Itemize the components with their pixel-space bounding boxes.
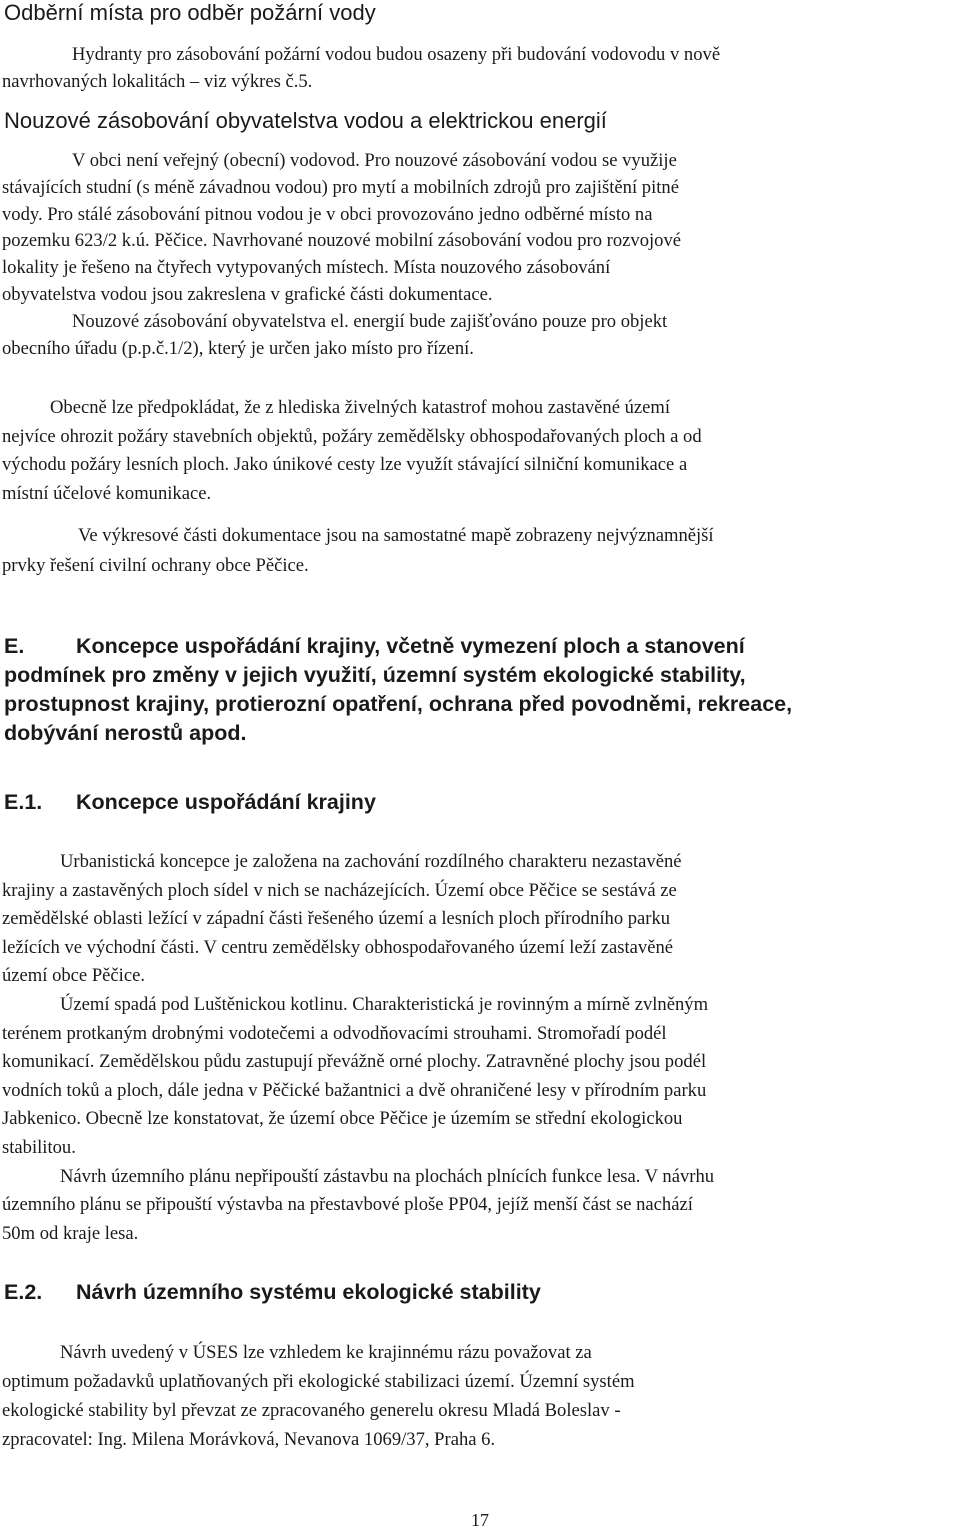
text-line: Jabkenico. Obecně lze konstatovat, že území obce Pěčice je územím se střední ekologickou — [2, 1108, 683, 1130]
text-line: ekologické stability byl převzat ze zpracovaného generelu okresu Mladá Boleslav - — [2, 1400, 621, 1421]
text-line: V obci není veřejný (obecní) vodovod. Pro nouzové zásobování vodou se využije — [72, 150, 677, 171]
section-number: E.2. — [4, 1280, 43, 1304]
text-line: stabilitou. — [2, 1136, 76, 1158]
text-line: komunikací. Zemědělskou půdu zastupují převážně orné plochy. Zatravněné plochy jsou podél — [2, 1051, 707, 1073]
section-title: Návrh územního systému ekologické stability — [76, 1280, 541, 1304]
text-line: Ve výkresové části dokumentace jsou na samostatné mapě zobrazeny nejvýznamnější — [78, 525, 714, 546]
text-line: stávajících studní (s méně závadnou vodou) pro mytí a mobilních zdrojů pro zajištění pitné — [2, 176, 679, 198]
text-line: terénem protkaným drobnými vodotečemi a odvodňovacími strouhami. Stromořadí podél — [2, 1022, 667, 1044]
text-line: 50m od kraje lesa. — [2, 1222, 139, 1244]
text-line: nejvíce ohrozit požáry stavebních objektů, požáry zemědělsky obhospodařovaných ploch a od — [2, 425, 702, 447]
text-line: optimum požadavků uplatňovaných při ekologické stabilizaci území. Územní systém — [2, 1371, 635, 1392]
section-title: Koncepce uspořádání krajiny — [76, 790, 376, 814]
text-line: krajiny a zastavěných ploch sídel v nich se nacházejících. Území obce Pěčice se sestává ze — [2, 879, 677, 901]
heading-section-e — [4, 632, 956, 748]
heading-section-e2 — [4, 1278, 956, 1307]
section-title-line: dobývání nerostů apod. — [4, 721, 247, 745]
paragraph-hydrants — [2, 42, 954, 96]
text-line: vody. Pro stálé zásobování pitnou vodou je v obci provozováno jedno odběrné místo na — [2, 203, 653, 225]
section-number: E.1. — [4, 790, 43, 814]
text-line: navrhovaných lokalitách – viz výkres č.5. — [2, 70, 313, 92]
text-line: zpracovatel: Ing. Milena Morávková, Nevanova 1069/37, Praha 6. — [2, 1429, 496, 1450]
heading-section-e1 — [4, 788, 956, 817]
section-title-line: Koncepce uspořádání krajiny, včetně vymezení ploch a stanovení — [76, 634, 745, 658]
text-line: pozemku 623/2 k.ú. Pěčice. Navrhované nouzové mobilní zásobování vodou pro rozvojové — [2, 230, 682, 252]
text-line: Návrh uvedený v ÚSES lze vzhledem ke krajinnému rázu považovat za — [60, 1342, 592, 1363]
heading-emergency-supply: Nouzové zásobování obyvatelstva vodou a elektrickou energií — [4, 108, 607, 133]
text-line: ležících ve východní části. V centru zemědělsky obhospodařovaného území leží zastavěné — [2, 936, 674, 958]
text-line: vodních toků a ploch, dále jedna v Pěčické bažantnici a dvě ohraničené lesy v přírodním parku — [2, 1079, 707, 1101]
text-line: obecního úřadu (p.p.č.1/2), který je určen jako místo pro řízení. — [2, 337, 474, 359]
text-line: územního plánu se připouští výstavba na přestavbové ploše PP04, jejíž menší část se nachází — [2, 1194, 693, 1216]
text-line: Nouzové zásobování obyvatelstva el. energií bude zajišťováno pouze pro objekt — [72, 310, 668, 332]
paragraph-map — [2, 521, 954, 581]
text-line: území obce Pěčice. — [2, 965, 145, 987]
text-line: Obecně lze předpokládat, že z hlediska živelných katastrof mohou zastavěné území — [50, 397, 671, 418]
text-line: prvky řešení civilní ochrany obce Pěčice. — [2, 555, 309, 576]
text-line: obyvatelstva vodou jsou zakreslena v grafické části dokumentace. — [2, 283, 493, 305]
text-line: Území spadá pod Luštěnickou kotlinu. Charakteristická je rovinným a mírně zvlněným — [60, 993, 709, 1015]
text-line: místní účelové komunikace. — [2, 482, 212, 504]
paragraph-uses — [2, 1338, 954, 1454]
text-line: lokality je řešeno na čtyřech vytypovaných místech. Místa nouzového zásobování — [2, 257, 611, 279]
page-number: 17 — [471, 1510, 489, 1530]
section-title-line: podmínek pro změny v jejich využití, územní systém ekologické stability, — [4, 663, 746, 687]
text-line: zemědělské oblasti ležící v západní části řešeného území a lesních ploch přírodního parku — [2, 908, 671, 930]
section-title-line: prostupnost krajiny, protierozní opatření, ochrana před povodněmi, rekreace, — [4, 692, 793, 716]
text-line: Návrh územního plánu nepřipouští zástavbu na plochách plnících funkce lesa. V návrhu — [60, 1165, 715, 1187]
paragraph-disaster — [2, 394, 954, 508]
paragraph-emergency-supply — [2, 148, 954, 362]
text-line: Hydranty pro zásobování požární vodou budou osazeny při budování vodovodu v nově — [72, 44, 721, 65]
section-number: E. — [4, 634, 25, 658]
paragraph-landscape — [2, 848, 954, 1248]
heading-fire-water: Odběrní místa pro odběr požární vody — [4, 0, 376, 25]
text-line: Urbanistická koncepce je založena na zachování rozdílného charakteru nezastavěné — [60, 851, 682, 872]
text-line: východu požáry lesních ploch. Jako únikové cesty lze využít stávající silniční komunikace a — [2, 454, 688, 475]
